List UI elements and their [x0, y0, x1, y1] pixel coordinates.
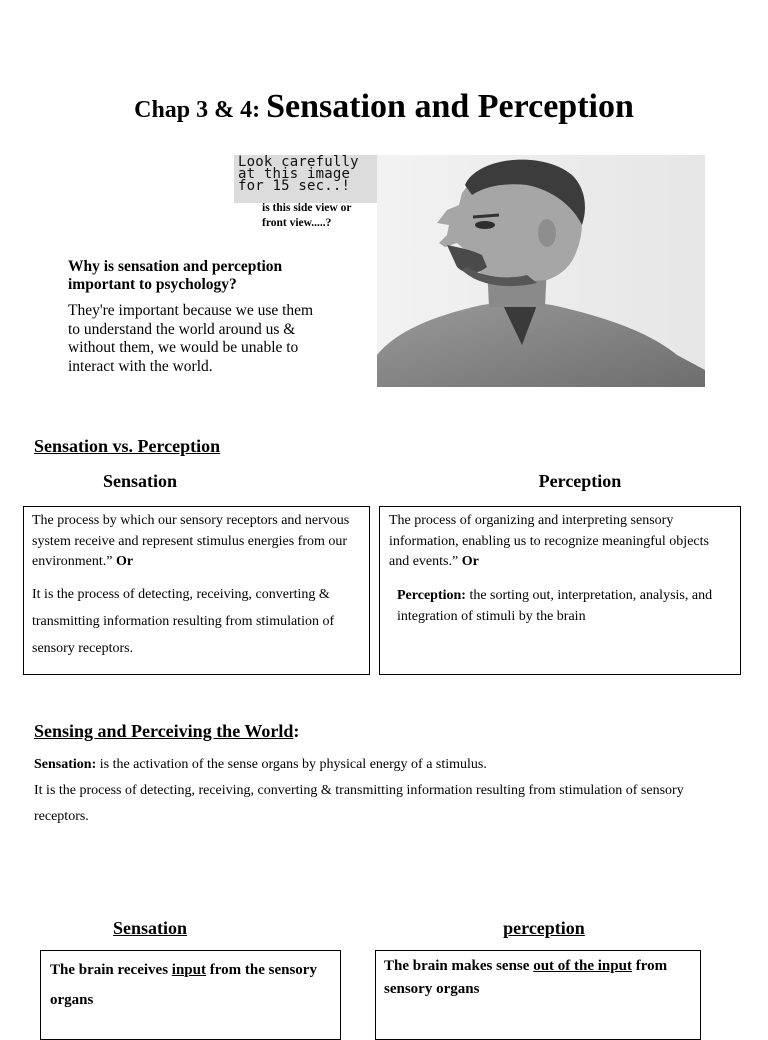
- look-line: for 15 sec..!: [238, 178, 351, 194]
- look-carefully-text: [238, 156, 388, 192]
- page-title: [0, 88, 768, 126]
- bottom-sensation-label: Sensation: [112, 918, 188, 938]
- sensation-definition: The process by which our sensory receptors and nervous system receive and represent stimulus energies from our environment.” Or: [32, 513, 350, 569]
- perception-definition: The process of organizing and interpreting sensory information, enabling us to recognize meaningful objects and events.” Or: [389, 513, 709, 569]
- title-main: Sensation and Perception: [266, 88, 634, 125]
- brain-makes-sense-box: The brain makes sense out of the input from sensory organs: [375, 950, 701, 1040]
- look-line: at this image: [238, 166, 351, 182]
- bottom-perception-label: perception: [503, 918, 585, 938]
- perception-column-label: Perception: [538, 471, 622, 491]
- perception-definition-box: [379, 506, 741, 675]
- perception-alternate-definition: Perception: the sorting out, interpretation, analysis, and integration of stimuli by the brain: [397, 587, 713, 624]
- sensation-definition-box: [23, 506, 370, 675]
- why-answer: They're important because we use them to understand the world around us & without them, we would be unable to interact with the world.: [68, 302, 314, 375]
- illusion-photo: [377, 155, 705, 387]
- brain-receives-box: The brain receives input from the sensory organs: [40, 950, 341, 1040]
- look-line: Look carefully: [238, 154, 359, 170]
- why-question: Why is sensation and perception important to psychology?: [68, 258, 283, 293]
- sensing-heading: Sensing and Perceiving the World:: [34, 721, 300, 741]
- sensing-paragraph: It is the process of detecting, receiving, converting & transmitting information resulting from stimulation of sensory receptors.: [34, 783, 684, 824]
- sensing-definition: Sensation: is the activation of the sense organs by physical energy of a stimulus.: [34, 757, 487, 772]
- sensation-column-label: Sensation: [102, 471, 178, 491]
- comparison-heading: Sensation vs. Perception: [34, 436, 221, 456]
- title-prefix: Chap 3 & 4:: [134, 97, 267, 123]
- face-illusion-image: [377, 155, 705, 387]
- sensation-alternate-definition: It is the process of detecting, receiving, converting & transmitting information resulting from stimulation of sensory receptors.: [32, 586, 335, 656]
- side-view-question: is this side view or front view.....?: [262, 202, 352, 229]
